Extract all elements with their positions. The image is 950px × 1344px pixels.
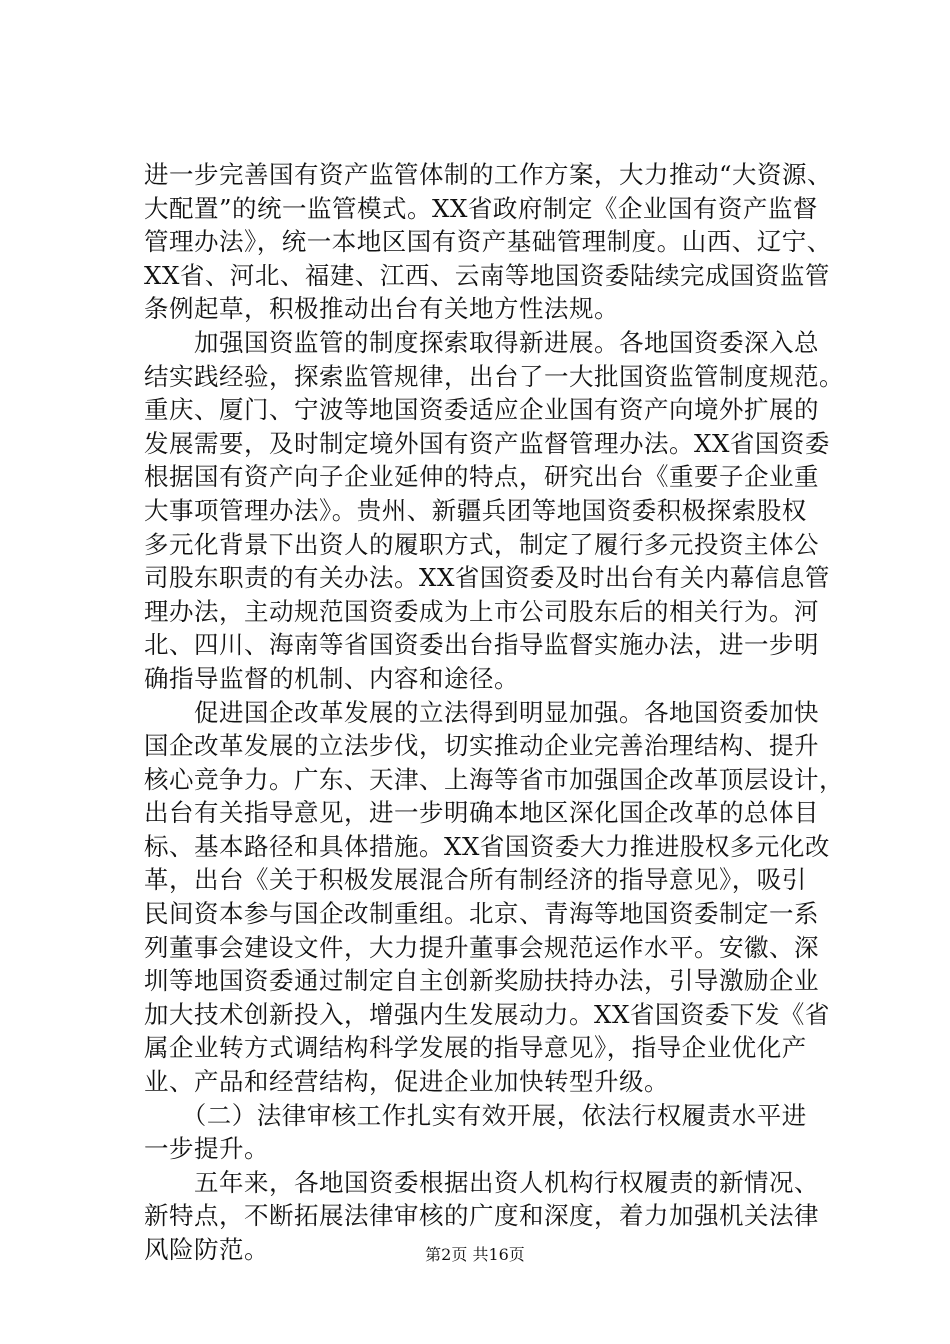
text-line: 属企业转方式调结构科学发展的指导意见》，指导企业优化产 <box>144 1033 807 1063</box>
text-line: 多元化背景下出资人的履职方式，制定了履行多元投资主体公 <box>144 529 819 559</box>
text-line: 圳等地国资委通过制定自主创新奖励扶持办法，引导激励企业 <box>144 966 819 996</box>
text-line: 根据国有资产向子企业延伸的特点，研究出台《重要子企业重 <box>144 462 819 492</box>
text-line: 列董事会建设文件，大力提升董事会规范运作水平。安徽、深 <box>144 932 819 962</box>
text-line: 风险防范。 <box>144 1235 269 1264</box>
text-line: 业、产品和经营结构，促进企业加快转型升级。 <box>144 1067 669 1097</box>
text-line: 出台有关指导意见，进一步明确本地区深化国企改革的总体目 <box>144 798 819 828</box>
text-line: 国企改革发展的立法步伐，切实推动企业完善治理结构、提升 <box>144 731 819 761</box>
text-line: 加大技术创新投入，增强内生发展动力。XX省国资委下发《省 <box>144 999 830 1029</box>
text-line: 司股东职责的有关办法。XX省国资委及时出台有关内幕信息管 <box>144 563 830 593</box>
text-line: 发展需要，及时制定境外国有资产监督管理办法。XX省国资委 <box>144 428 830 458</box>
text-line: 五年来，各地国资委根据出资人机构行权履责的新情况、 <box>144 1167 819 1197</box>
text-line: 标、基本路径和具体措施。XX省国资委大力推进股权多元化改 <box>144 831 830 861</box>
text-line: 革，出台《关于积极发展混合所有制经济的指导意见》，吸引 <box>144 865 807 895</box>
text-line: 重庆、厦门、宁波等地国资委适应企业国有资产向境外扩展的 <box>144 395 819 425</box>
text-line: 结实践经验，探索监管规律，出台了一大批国资监管制度规范。 <box>144 361 844 391</box>
text-line: 大事项管理办法》。贵州、新疆兵团等地国资委积极探索股权 <box>144 495 807 525</box>
text-line: 条例起草，积极推动出台有关地方性法规。 <box>144 294 619 324</box>
text-line: 新特点，不断拓展法律审核的广度和深度，着力加强机关法律 <box>144 1201 819 1231</box>
text-line: 确指导监督的机制、内容和途径。 <box>144 663 519 693</box>
text-line: 理办法，主动规范国资委成为上市公司股东后的相关行为。河 <box>144 596 819 626</box>
text-line: XX省、河北、福建、江西、云南等地国资委陆续完成国资监管 <box>144 260 830 290</box>
text-line: （二）法律审核工作扎实有效开展，依法行权履责水平进 <box>144 1100 807 1130</box>
body-text <box>144 158 844 1267</box>
page-footer: 第2页 共16页 <box>425 1245 525 1264</box>
text-line: 核心竞争力。广东、天津、上海等省市加强国企改革顶层设计， <box>144 764 844 794</box>
text-line: 加强国资监管的制度探索取得新进展。各地国资委深入总 <box>144 327 819 357</box>
text-line: 管理办法》，统一本地区国有资产基础管理制度。山西、辽宁、 <box>144 227 832 257</box>
text-line: 北、四川、海南等省国资委出台指导监督实施办法，进一步明 <box>144 630 819 660</box>
text-line: 一步提升。 <box>144 1134 269 1164</box>
text-line: 进一步完善国有资产监管体制的工作方案，大力推动“大资源、 <box>144 160 833 189</box>
text-line: 大配置”的统一监管模式。XX省政府制定《企业国有资产监督 <box>144 193 818 223</box>
text-line: 促进国企改革发展的立法得到明显加强。各地国资委加快 <box>144 697 819 727</box>
text-line: 民间资本参与国企改制重组。北京、青海等地国资委制定一系 <box>144 899 819 929</box>
